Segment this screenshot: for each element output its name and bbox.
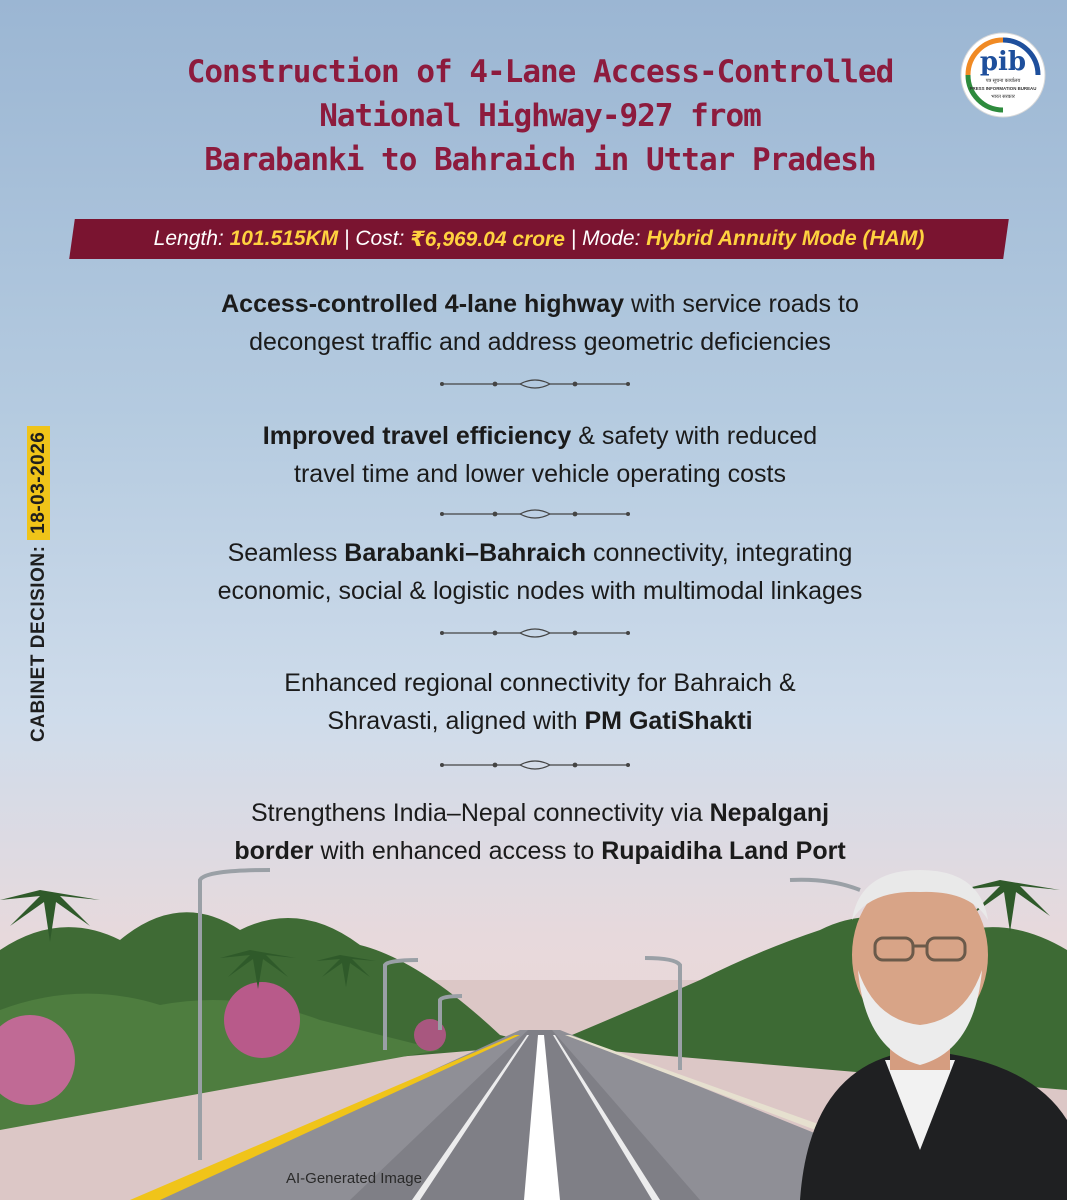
- point-5-pre: Strengthens India–Nepal connectivity via: [250, 799, 710, 827]
- separator: |: [344, 227, 350, 250]
- logo-sub1: पत्र सूचना कार्यालय: [985, 78, 1021, 84]
- person-portrait: [770, 860, 1067, 1200]
- point-4-pre: Shravasti, aligned with: [327, 707, 585, 735]
- point-3-line2: economic, social & logistic nodes with multimodal linkages: [217, 577, 863, 605]
- point-2: [80, 417, 1000, 493]
- logo-text: pib: [979, 47, 1027, 77]
- point-1-bold: Access-controlled 4-lane highway: [221, 290, 625, 318]
- cabinet-decision-date: 18-03-2026: [27, 426, 50, 540]
- point-5-mid: with enhanced access to: [313, 837, 602, 865]
- ornament-divider: [440, 757, 630, 773]
- point-4-line1: Enhanced regional connectivity for Bahraich &: [284, 669, 796, 697]
- point-2-bold: Improved travel efficiency: [262, 422, 572, 450]
- title-line-1: Construction of 4-Lane Access-Controlled: [186, 54, 894, 90]
- ai-generated-note: AI-Generated Image: [286, 1170, 422, 1187]
- point-4-bold: PM GatiShakti: [584, 707, 753, 735]
- point-1: [80, 285, 1000, 361]
- point-1-line2: decongest traffic and address geometric deficiencies: [249, 328, 831, 356]
- point-5-bold3: Rupaidiha Land Port: [601, 837, 846, 865]
- pib-logo: [958, 30, 1048, 120]
- info-banner: [72, 219, 1006, 259]
- point-3-pre: Seamless: [227, 539, 345, 567]
- point-1-text: with service roads to: [624, 290, 859, 318]
- cost-label: Cost:: [355, 227, 405, 250]
- page-title: [140, 50, 940, 182]
- point-2-text: & safety with reduced: [571, 422, 818, 450]
- title-line-2: National Highway-927 from: [319, 98, 761, 134]
- length-label: Length:: [153, 227, 224, 250]
- ornament-divider: [440, 506, 630, 522]
- cost-value: ₹6,969.04 crore: [410, 227, 565, 251]
- point-3: [80, 534, 1000, 610]
- point-4: [80, 664, 1000, 740]
- separator: |: [570, 227, 577, 250]
- title-line-3: Barabanki to Bahraich in Uttar Pradesh: [204, 142, 876, 178]
- ornament-divider: [440, 376, 630, 392]
- ornament-divider: [440, 625, 630, 641]
- point-5-bold: Nepalganj: [709, 799, 830, 827]
- mode-label: Mode:: [582, 227, 641, 250]
- mode-value: Hybrid Annuity Mode (HAM): [646, 227, 925, 250]
- logo-sub3: भारत सरकार: [991, 94, 1015, 100]
- length-value: 101.515KM: [229, 227, 339, 250]
- cabinet-decision-text: CABINET DECISION:: [28, 545, 49, 742]
- point-5-bold2: border: [234, 837, 314, 865]
- point-2-line2: travel time and lower vehicle operating costs: [294, 460, 786, 488]
- point-3-bold: Barabanki–Bahraich: [344, 539, 587, 567]
- cabinet-decision-label: [28, 426, 50, 742]
- point-3-text: connectivity, integrating: [586, 539, 853, 567]
- logo-sub2: PRESS INFORMATION BUREAU: [969, 86, 1037, 91]
